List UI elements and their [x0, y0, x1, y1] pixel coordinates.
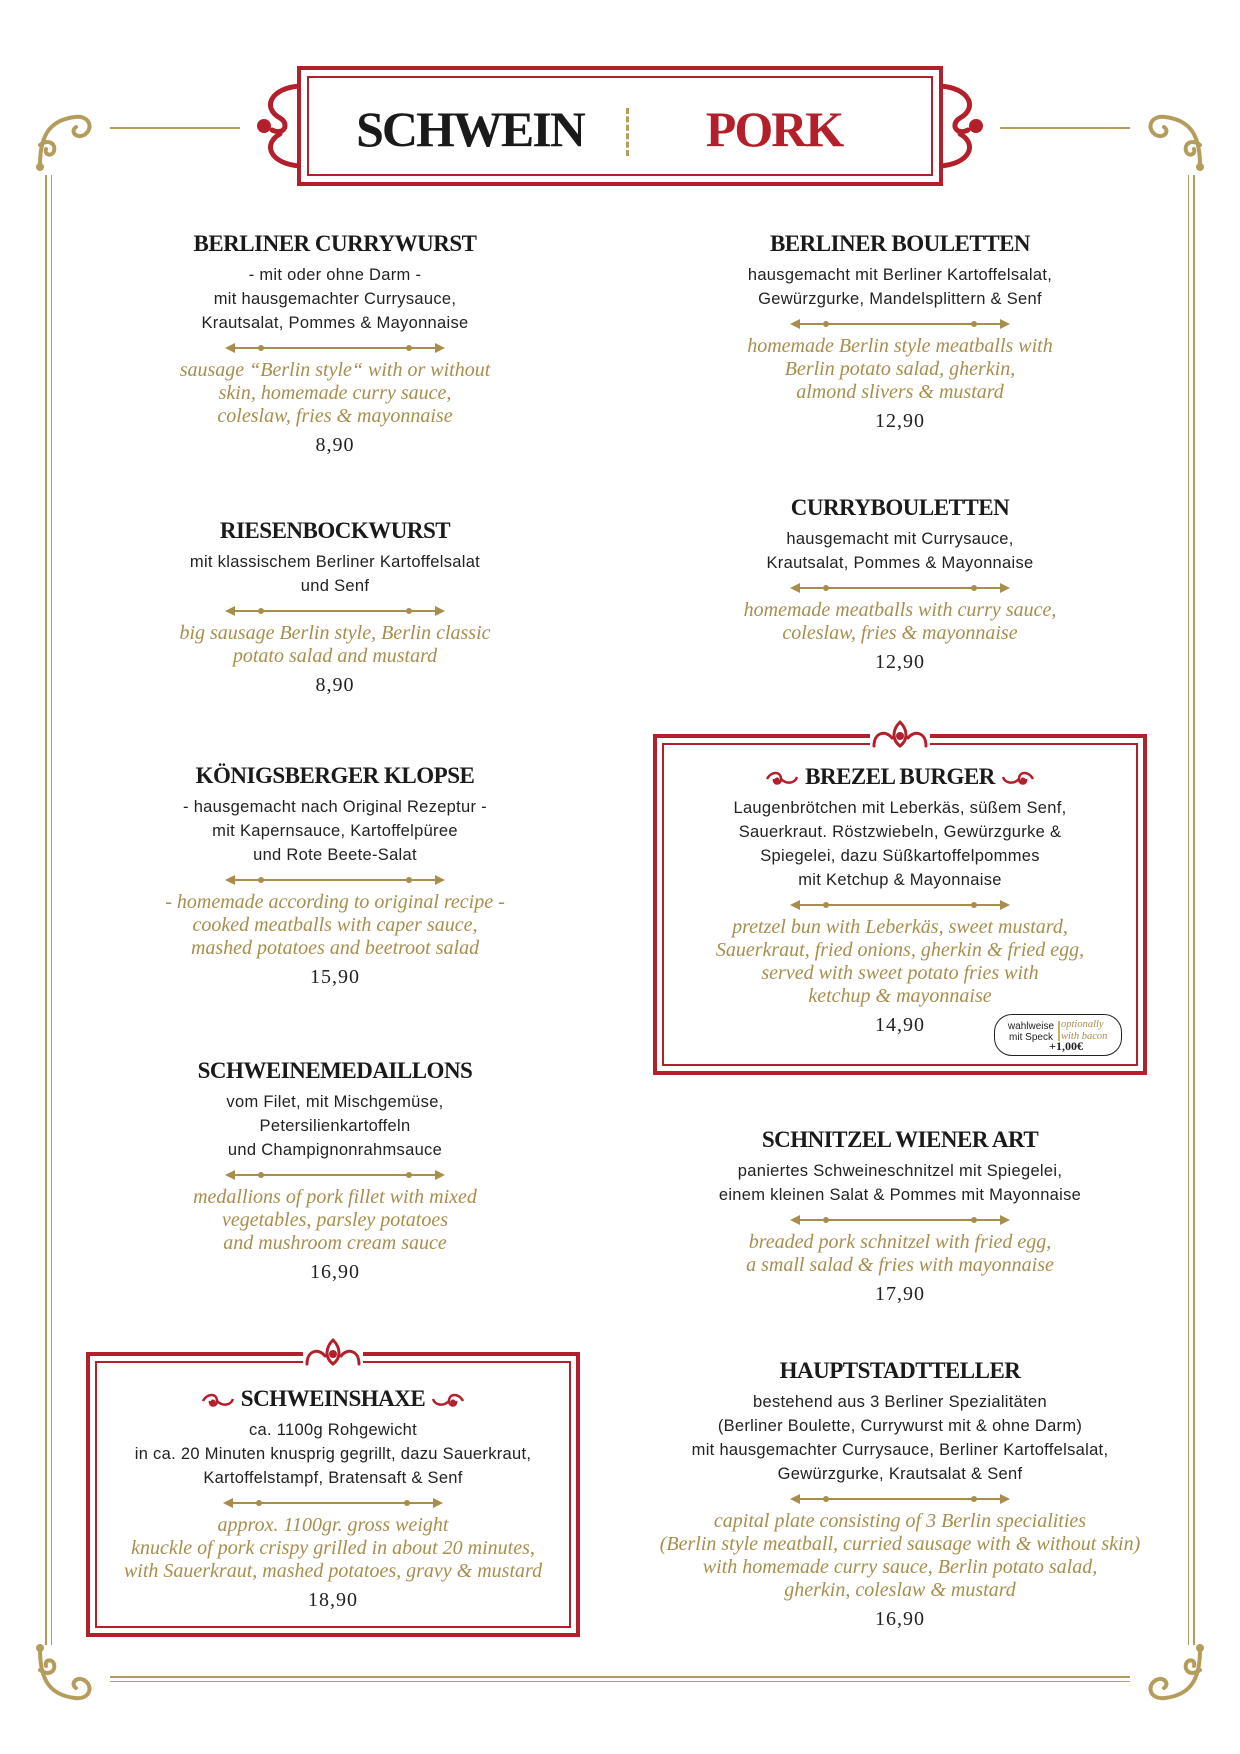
item-price: 12,90	[875, 651, 925, 673]
item-name: KÖNIGSBERGER KLOPSE	[195, 763, 475, 788]
item-description-en: - homemade according to original recipe - cooked meatballs with caper sauce, mashed potatoes and beetroot salad	[165, 891, 505, 959]
item-description-de: - hausgemacht nach Original Rezeptur - mit Kapernsauce, Kartoffelpüree und Rote Beete-Salat	[183, 798, 487, 864]
frame-top-right-line	[1000, 127, 1130, 129]
item-price: 16,90	[875, 1608, 925, 1630]
item-description-en: medallions of pork fillet with mixed vegetables, parsley potatoes and mushroom cream sauce	[193, 1186, 477, 1254]
menu-item-schnitzel-wiener-art	[670, 1125, 1130, 1306]
menu-item-schweinemedaillons	[110, 1056, 560, 1284]
frame-left-line-inner	[51, 175, 52, 1645]
menu-item-berliner-bouletten	[670, 229, 1130, 433]
item-description-en: approx. 1100gr. gross weight knuckle of pork crispy grilled in about 20 minutes, with Sauerkraut, mashed potatoes, gravy & mustard	[123, 1514, 543, 1582]
title-german: SCHWEIN	[356, 101, 584, 157]
corner-ornament-icon	[1140, 105, 1210, 175]
divider-icon	[225, 873, 445, 887]
frame-top-left-line	[110, 127, 240, 129]
item-name: CURRYBOULETTEN	[790, 495, 1010, 520]
item-description-en: homemade meatballs with curry sauce, coleslaw, fries & mayonnaise	[743, 599, 1057, 644]
item-name: BREZEL BURGER	[668, 762, 1132, 792]
item-price: 8,90	[315, 674, 355, 696]
item-name: BERLINER BOULETTEN	[769, 231, 1031, 256]
swirl-ornament-icon	[1001, 771, 1035, 787]
item-name: SCHWEINEMEDAILLONS	[197, 1058, 473, 1083]
bacon-option-separator	[1058, 1021, 1060, 1041]
frame-right-line-inner	[1188, 175, 1189, 1645]
menu-item-schweinshaxe	[100, 1384, 566, 1612]
frame-bottom-line-inner	[110, 1681, 1130, 1682]
divider-icon	[790, 1492, 1010, 1506]
divider-icon	[790, 581, 1010, 595]
item-name: SCHWEINSHAXE	[100, 1384, 566, 1414]
menu-item-hauptstadtteller	[640, 1356, 1160, 1631]
title-english: PORK	[705, 101, 843, 157]
corner-ornament-icon	[1140, 1640, 1210, 1710]
item-description-de: paniertes Schweineschnitzel mit Spiegelei, einem kleinen Salat & Pommes mit Mayonnaise	[718, 1162, 1082, 1204]
bacon-option-badge	[994, 1014, 1122, 1056]
item-name: RIESENBOCKWURST	[219, 518, 451, 543]
item-name: HAUPTSTADTTELLER	[779, 1358, 1021, 1383]
item-description-en: breaded pork schnitzel with fried egg, a small salad & fries with mayonnaise	[746, 1231, 1054, 1276]
bacon-option-de: wahlweise mit Speck	[1007, 1021, 1055, 1043]
frame-right-line	[1193, 175, 1195, 1645]
divider-icon	[225, 341, 445, 355]
item-name: BERLINER CURRYWURST	[193, 231, 477, 256]
divider-icon	[225, 1168, 445, 1182]
corner-ornament-icon	[30, 105, 100, 175]
item-description-en: big sausage Berlin style, Berlin classic potato salad and mustard	[179, 622, 491, 667]
frame-left-line	[45, 175, 47, 1645]
frame-bottom-line	[110, 1676, 1130, 1678]
item-description-de: - mit oder ohne Darm - mit hausgemachter Currysauce, Krautsalat, Pommes & Mayonnaise	[201, 266, 469, 332]
item-price: 8,90	[315, 434, 355, 456]
menu-item-berliner-currywurst	[110, 229, 560, 457]
swirl-ornament-icon	[765, 771, 799, 787]
item-description-en: sausage “Berlin style“ with or without skin, homemade curry sauce, coleslaw, fries & mayonnaise	[179, 359, 491, 427]
title-banner	[297, 66, 943, 186]
menu-item-koenigsberger-klopse	[110, 761, 560, 989]
item-description-en: homemade Berlin style meatballs with Berlin potato salad, gherkin, almond slivers & mustard	[747, 335, 1053, 403]
divider-icon	[790, 898, 1010, 912]
crest-ornament-icon	[303, 1334, 363, 1370]
divider-icon	[225, 604, 445, 618]
item-description-de: hausgemacht mit Berliner Kartoffelsalat, Gewürzgurke, Mandelsplittern & Senf	[747, 266, 1053, 308]
menu-item-riesenbockwurst	[110, 516, 560, 697]
divider-icon	[790, 1213, 1010, 1227]
item-description-de: ca. 1100g Rohgewicht in ca. 20 Minuten knusprig gegrillt, dazu Sauerkraut, Kartoffelstampf, Bratensaft & Senf	[134, 1421, 532, 1487]
crest-ornament-icon	[870, 716, 930, 752]
bacon-option-price: +1,00€	[1049, 1039, 1083, 1053]
item-description-en: capital plate consisting of 3 Berlin specialities (Berlin style meatball, curried sausage with & without skin) with homemade curry sauce, Berlin potato salad, gherkin, coleslaw & mustard	[659, 1510, 1141, 1601]
item-description-de: hausgemacht mit Currysauce, Krautsalat, Pommes & Mayonnaise	[766, 530, 1034, 572]
item-price: 14,90	[875, 1014, 925, 1036]
item-name: SCHNITZEL WIENER ART	[761, 1127, 1039, 1152]
title-separator	[626, 108, 629, 156]
divider-icon	[223, 1496, 443, 1510]
item-description-en: pretzel bun with Leberkäs, sweet mustard, Sauerkraut, fried onions, gherkin & fried egg, served with sweet potato fries with ketchup & mayonnaise	[715, 916, 1085, 1007]
swirl-ornament-icon	[201, 1393, 235, 1409]
item-price: 17,90	[875, 1283, 925, 1305]
item-description-de: bestehend aus 3 Berliner Spezialitäten (Berliner Boulette, Currywurst mit & ohne Darm) mit hausgemachter Currysauce, Berliner Kartoffelsalat, Gewürzgurke, Krautsalat & Senf	[691, 1393, 1109, 1483]
item-description-de: Laugenbrötchen mit Leberkäs, süßem Senf, Sauerkraut. Röstzwiebeln, Gewürzgurke & Spiegelei, dazu Süßkartoffelpommes mit Ketchup & Mayonnaise	[733, 799, 1067, 889]
item-price: 16,90	[310, 1261, 360, 1283]
menu-item-currybouletten	[670, 493, 1130, 674]
menu-item-brezel-burger	[668, 762, 1132, 1037]
item-price: 15,90	[310, 966, 360, 988]
item-description-de: mit klassischem Berliner Kartoffelsalat und Senf	[189, 553, 481, 595]
item-price: 18,90	[308, 1589, 358, 1611]
item-description-de: vom Filet, mit Mischgemüse, Petersilienkartoffeln und Champignonrahmsauce	[226, 1093, 444, 1159]
bacon-option-en: optionally with bacon	[1061, 1019, 1108, 1042]
item-price: 12,90	[875, 410, 925, 432]
swirl-ornament-icon	[431, 1393, 465, 1409]
corner-ornament-icon	[30, 1640, 100, 1710]
divider-icon	[790, 317, 1010, 331]
